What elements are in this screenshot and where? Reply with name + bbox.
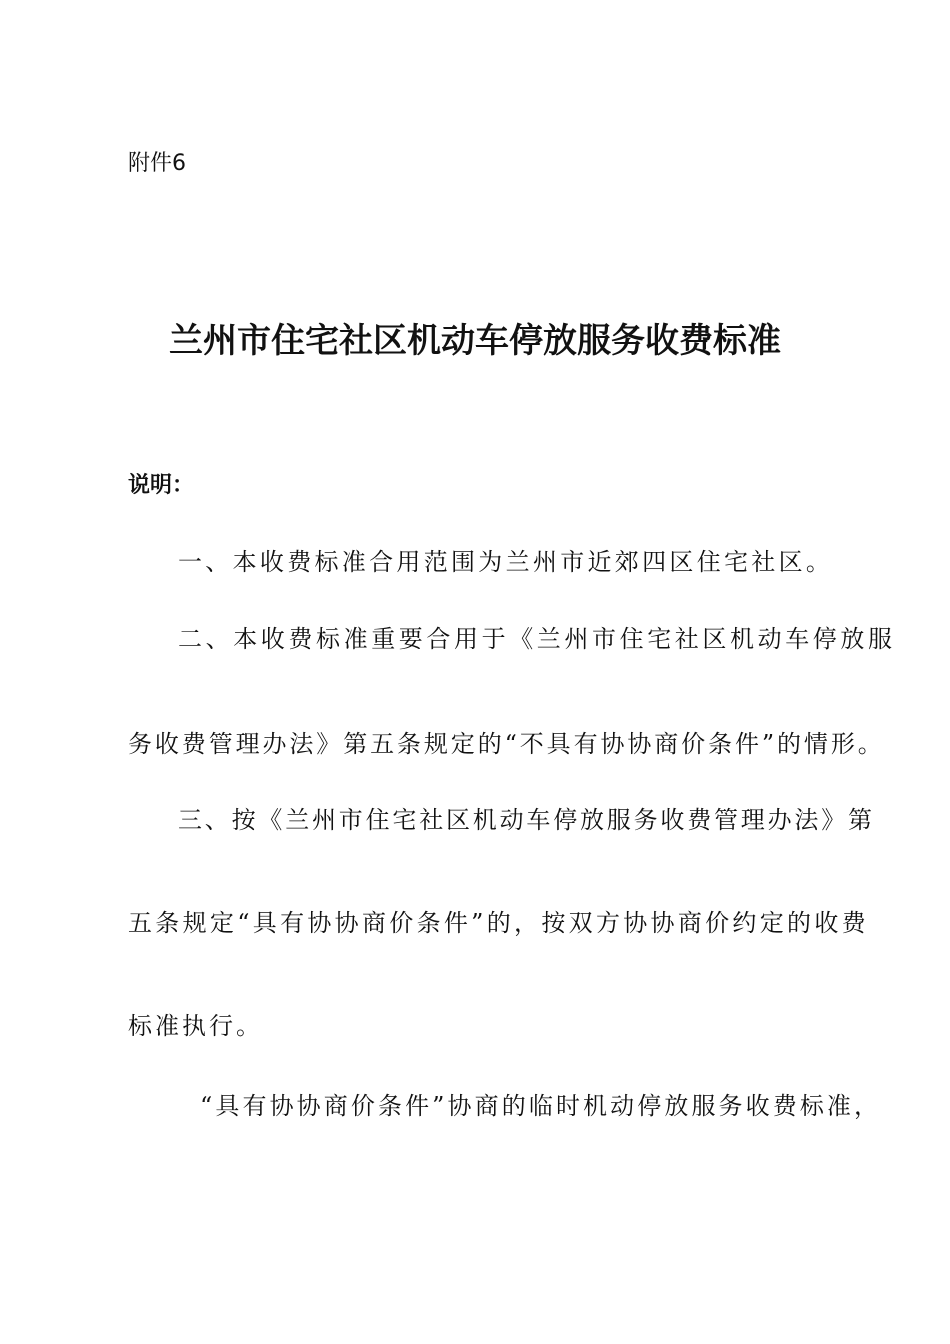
paragraph-line: 标准执行。 (128, 1012, 263, 1040)
attachment-label: 附件6 (128, 151, 186, 176)
section-label: 说明： (128, 473, 195, 498)
paragraph-line: 一、本收费标准合用范围为兰州市近郊四区住宅社区。 (178, 548, 834, 576)
paragraph-line: “具有协协商价条件”协商的临时机动停放服务收费标准， (200, 1092, 882, 1120)
paragraph-line: 五条规定“具有协协商价条件”的，按双方协协商价约定的收费 (128, 909, 869, 937)
paragraph-line: 务收费管理办法》第五条规定的“不具有协协商价条件”的情形。 (128, 730, 885, 758)
paragraph-line: 二、本收费标准重要合用于《兰州市住宅社区机动车停放服 (178, 625, 896, 653)
page-title: 兰州市住宅社区机动车停放服务收费标准 (169, 321, 781, 361)
paragraph-line: 三、按《兰州市住宅社区机动车停放服务收费管理办法》第 (178, 806, 875, 834)
